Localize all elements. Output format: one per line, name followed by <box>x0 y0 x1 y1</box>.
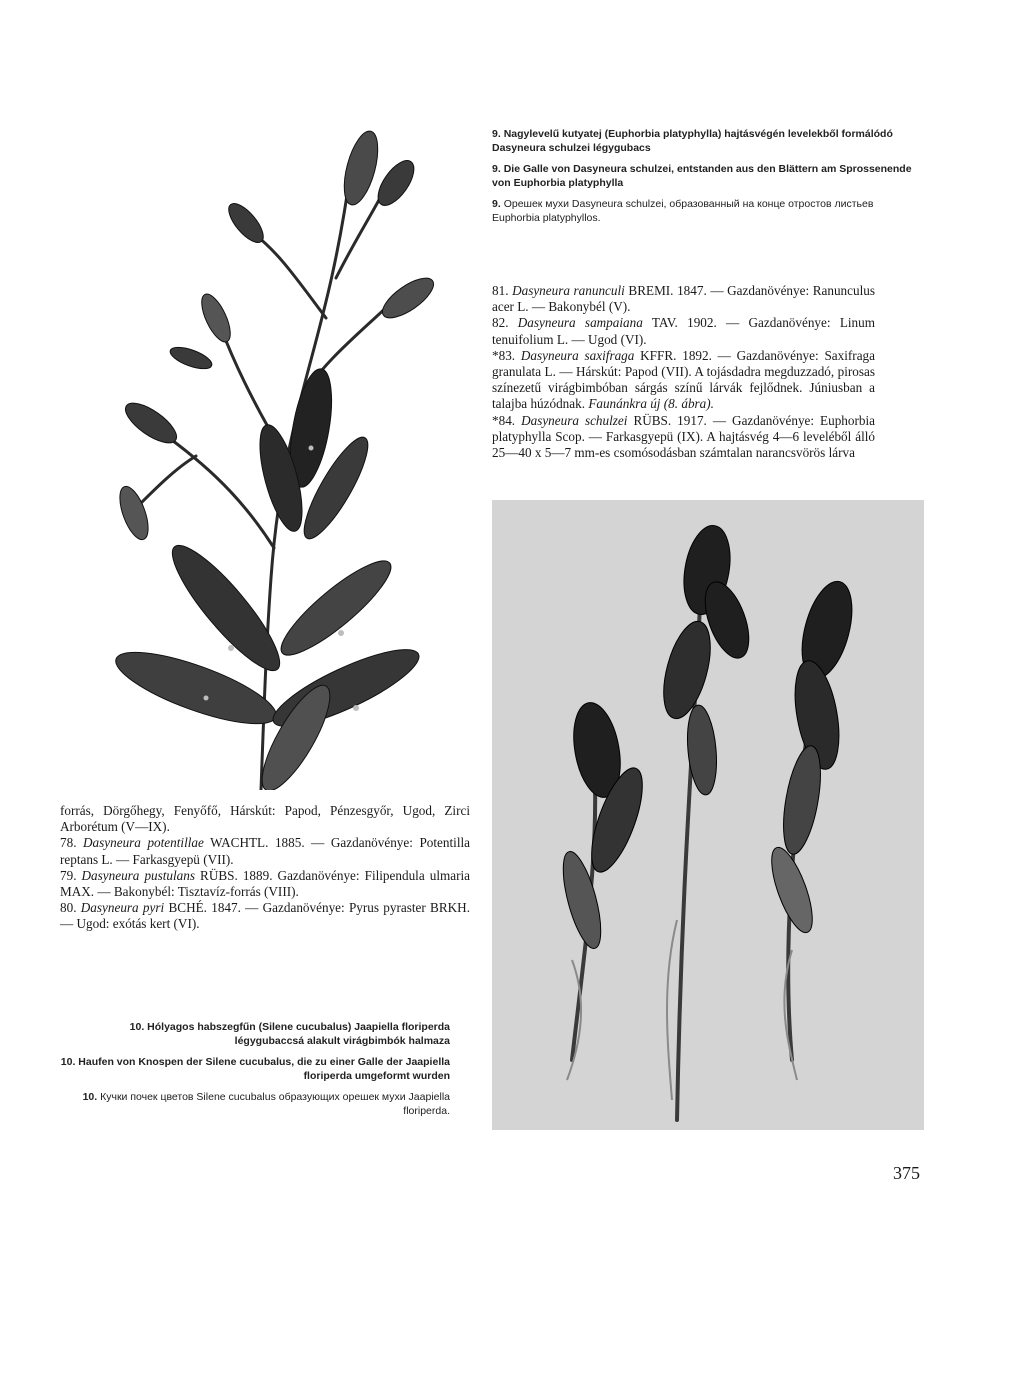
entry-number: 82. <box>492 315 518 331</box>
species-name: Dasyneura potentillae <box>83 835 204 851</box>
entry-number: *83. <box>492 347 521 363</box>
entry-number: 80. <box>60 900 81 916</box>
caption-text: Кучки почек цветов Silene cucubalus образующих орешек мухи Jaapiella floriperda. <box>100 1091 450 1117</box>
caption-number: 9. <box>492 163 501 175</box>
entry-number: 78. <box>60 835 84 851</box>
entry-79 <box>60 868 470 900</box>
entry-81 <box>492 283 875 315</box>
caption-number: 10. <box>129 1021 145 1033</box>
species-name: Dasyneura ranunculi <box>512 283 625 298</box>
figure-10-captions <box>60 1020 450 1125</box>
intro-paragraph: forrás, Dörgőhegy, Fenyőfő, Hárskút: Papod, Pénzesgyőr, Ugod, Zirci Arborétum (V—IX). <box>60 803 470 835</box>
entry-number: 79. <box>60 867 82 883</box>
caption-text: Hólyagos habszegfűn (Silene cucubalus) Jaapiella floriperda légygubaccsá alakult virágbimbók halmaza <box>147 1021 450 1047</box>
left-column-text <box>60 803 470 933</box>
entry-84 <box>492 413 875 462</box>
caption-text: Орешек мухи Dasyneura schulzei, образованный на конце отростов листьев Euphorbia platyphyllos. <box>492 198 874 224</box>
caption-number: 10. <box>82 1091 98 1103</box>
entry-text: RÜBS. 1889. Gazdanövénye: Filipendula ulmaria MAX. — Bakonybél: Tisztavíz-forrás (VIII). <box>60 867 470 900</box>
entry-78 <box>60 835 470 867</box>
entry-text: KFFR. 1892. — Gazdanövénye: Saxifraga granulata L. — Hárskút: Papod (VII). A tojásdadra megduzzadó, pirosas színezetű virágbimbóban sárgás színű lárvák fejlődnek. Júniusban a talajba húzódnak. <box>492 347 875 412</box>
caption-9-hu <box>492 127 912 155</box>
entry-82 <box>492 315 875 347</box>
caption-text: Haufen von Knospen der Silene cucubalus, die zu einer Galle der Jaapiella floriperda umgeformt wurden <box>78 1056 450 1082</box>
entry-number: 81. <box>492 283 513 298</box>
entry-83 <box>492 348 875 413</box>
figure-9-photo <box>96 128 464 790</box>
entry-text: RÜBS. 1917. — Gazdanövénye: Euphorbia platyphylla Scop. — Farkasgyepü (IX). A hajtásvég 4—6 leveléből álló 25—40 x 5—7 mm-es csomósodásban számtalan narancsvörös lárva <box>492 412 875 461</box>
entry-80 <box>60 900 470 932</box>
entry-number: *84. <box>492 412 522 428</box>
euphorbia-plant-illustration <box>96 128 464 790</box>
species-name: Dasyneura schulzei <box>521 412 628 428</box>
right-column-text <box>492 283 875 461</box>
caption-number: 9. <box>492 198 501 210</box>
caption-10-hu <box>60 1020 450 1048</box>
caption-number: 10. <box>60 1056 76 1068</box>
species-name: Dasyneura saxifraga <box>520 347 635 363</box>
figure-10-photo <box>492 500 924 1130</box>
caption-9-ru <box>492 197 912 225</box>
caption-10-de <box>60 1055 450 1083</box>
silene-specimens-illustration <box>492 500 924 1130</box>
entry-text: WACHTL. 1885. — Gazdanövénye: Potentilla reptans L. — Farkasgyepü (VII). <box>60 835 471 867</box>
caption-text: Die Galle von Dasyneura schulzei, entstanden aus den Blättern am Sprossenende von Euphorbia platyphylla <box>492 163 912 189</box>
entry-text: BREMI. 1847. — Gazdanövénye: Ranunculus acer L. — Bakonybél (V). <box>492 283 875 315</box>
species-name: Dasyneura sampaiana <box>517 315 643 331</box>
species-name: Dasyneura pyri <box>80 900 165 916</box>
caption-9-de <box>492 162 912 190</box>
entry-text: BCHÉ. 1847. — Gazdanövénye: Pyrus pyraster BRKH. — Ugod: exótás kert (VI). <box>60 900 470 932</box>
caption-10-ru <box>60 1090 450 1118</box>
fauna-note: Faunánkra új (8. ábra). <box>588 396 714 412</box>
caption-text: Nagylevelű kutyatej (Euphorbia platyphylla) hajtásvégén levelekből formálódó Dasyneura schulzei légygubacs <box>492 128 893 154</box>
figure-9-captions <box>492 127 912 232</box>
page-number: 375 <box>893 1163 920 1183</box>
entry-text: TAV. 1902. — Gazdanövénye: Linum tenuifolium L. — Ugod (VI). <box>492 315 875 347</box>
caption-number: 9. <box>492 128 501 140</box>
species-name: Dasyneura pustulans <box>81 867 196 883</box>
